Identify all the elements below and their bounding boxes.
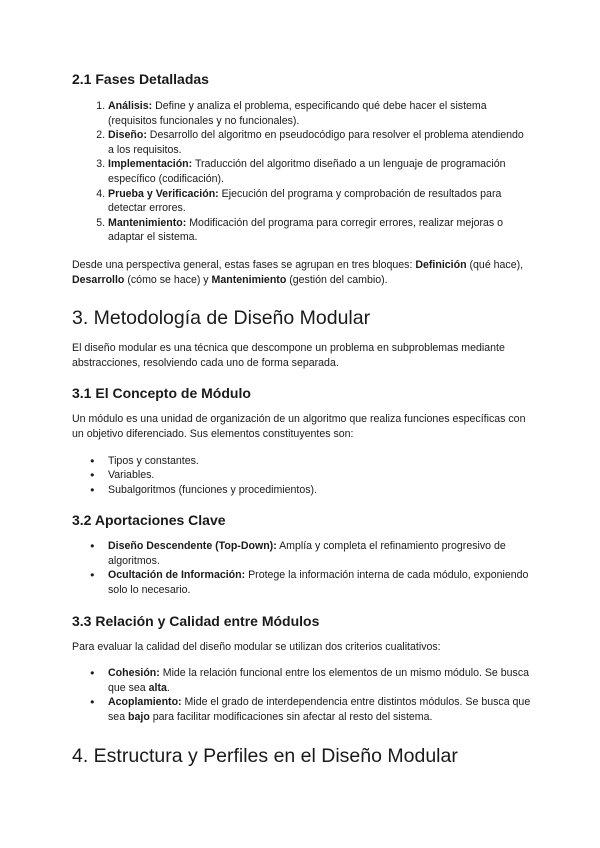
list-item-term: Acoplamiento:: [108, 696, 182, 709]
list-item-text: Mide el grado de interdependencia entre distintos módulos. Se busca que sea: [108, 696, 531, 724]
list-item: [108, 99, 532, 128]
metodologia-intro: El diseño modular es una técnica que descompone un problema en subproblemas mediante abstracciones, resolviendo cada uno de forma separada.: [72, 342, 505, 369]
list-item-term: Análisis:: [108, 100, 153, 112]
list-item-text: Traducción del algoritmo diseñado a un lenguaje de programación específico (codificación).: [108, 158, 506, 185]
list-item-text: Define y analiza el problema, especificando qué debe hacer el sistema (requisitos funcionales y no funcionales).: [108, 100, 487, 127]
list-item: [108, 695, 532, 724]
list-item-term: Cohesión:: [108, 667, 160, 680]
summary-text: (gestión del cambio).: [286, 273, 388, 286]
document-content: [72, 70, 532, 769]
criterios-list: [72, 666, 532, 724]
list-item: [108, 187, 532, 216]
list-item: ● Variables.: [108, 468, 532, 483]
list-item-term: Implementación:: [108, 158, 193, 171]
heading-estructura-perfiles: 4. Estructura y Perfiles en el Diseño Modular: [72, 744, 458, 767]
list-item-term: Mantenimiento:: [108, 216, 187, 229]
list-item: [108, 157, 532, 186]
list-item: [108, 666, 532, 695]
list-item: [108, 216, 532, 245]
list-item-emphasis: bajo: [128, 711, 150, 724]
list-item-text: Mide la relación funcional entre los elementos de un mismo módulo. Se busca que sea: [108, 667, 530, 694]
list-item: [108, 539, 532, 568]
list-item: [108, 568, 532, 597]
list-item-term: Ocultación de Información:: [108, 569, 246, 582]
fases-list: [72, 99, 532, 245]
summary-text: Desde una perspectiva general, estas fases se agrupan en tres bloques:: [72, 258, 416, 271]
list-item-text: .: [166, 681, 170, 694]
heading-relacion-calidad: 3.3 Relación y Calidad entre Módulos: [72, 612, 320, 629]
heading-concepto-modulo: 3.1 El Concepto de Módulo: [72, 385, 251, 402]
list-item-text: para facilitar modificaciones sin afectar al resto del sistema.: [149, 711, 433, 724]
list-item: ● Tipos y constantes.: [108, 454, 532, 469]
list-item-text: Desarrollo del algoritmo en pseudocódigo para resolver el problema atendiendo a los requisitos.: [108, 129, 524, 156]
list-item: ● Subalgoritmos (funciones y procedimientos).: [108, 483, 532, 498]
list-item-term: Diseño:: [108, 129, 147, 142]
summary-term: Definición: [415, 258, 467, 271]
summary-text: (qué hace),: [466, 258, 524, 271]
list-item-emphasis: alta: [148, 681, 167, 694]
list-item-text: Amplía y completa el refinamiento progresivo de algoritmos.: [108, 540, 506, 567]
list-item-text: Ejecución del programa y comprobación de resultados para detectar errores.: [108, 187, 502, 215]
summary-term: Mantenimiento: [211, 273, 287, 286]
summary-text: (cómo se hace) y: [124, 273, 212, 286]
concepto-intro: Un módulo es una unidad de organización de un algoritmo que realiza funciones específicas con un objetivo diferenciado. Sus elementos constituyentes son:: [72, 413, 526, 440]
heading-metodologia: 3. Metodología de Diseño Modular: [72, 307, 371, 330]
list-item-text: Modificación del programa para corregir errores, realizar mejoras o adaptar el sistema.: [108, 216, 504, 244]
elementos-list: [72, 454, 532, 498]
aportaciones-list: [72, 539, 532, 597]
heading-fases-detalladas: 2.1 Fases Detalladas: [72, 71, 209, 87]
list-item-term: Prueba y Verificación:: [108, 187, 219, 200]
calidad-intro: Para evaluar la calidad del diseño modular se utilizan dos criterios cualitativos:: [72, 640, 441, 653]
summary-term: Desarrollo: [72, 273, 125, 286]
list-item: [108, 128, 532, 157]
heading-aportaciones: 3.2 Aportaciones Clave: [72, 512, 226, 529]
fases-summary: [72, 258, 532, 287]
list-item-text: Protege la información interna de cada módulo, exponiendo solo lo necesario.: [108, 569, 529, 597]
list-item-term: Diseño Descendente (Top-Down):: [108, 540, 277, 553]
